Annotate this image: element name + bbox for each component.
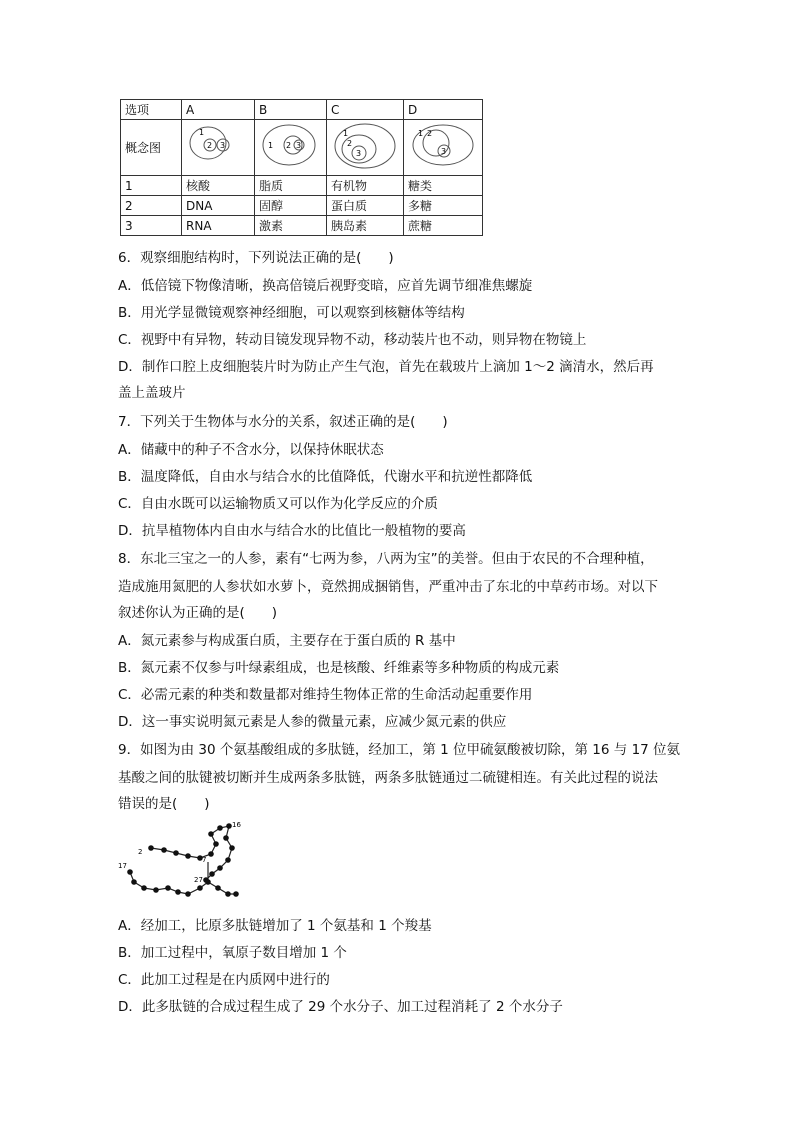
- diagram-number-2: 2: [427, 129, 433, 138]
- question-9-stem-line-3: 错误的是( ): [118, 796, 210, 812]
- amino-acid-dot: [205, 879, 211, 885]
- question-8-stem-line-1: 8．东北三宝之一的人参，素有“七两为参，八两为宝”的美誉。但由于农民的不合理种植，: [118, 551, 654, 567]
- question-9-stem-line-1: 9．如图为由 30 个氨基酸组成的多肽链，经加工，第 1 位甲硫氨酸被切除，第 16 与 17 位氨: [118, 742, 681, 758]
- residue-label-7: 7: [202, 856, 207, 864]
- question-7-stem: 7．下列关于生物体与水分的关系，叙述正确的是( ): [118, 414, 448, 430]
- table-cell: 3: [121, 216, 182, 236]
- table-cell: 脂质: [255, 176, 327, 196]
- amino-acid-dot: [175, 889, 181, 895]
- amino-acid-dot: [215, 885, 221, 891]
- amino-acid-dot: [185, 853, 191, 859]
- diagram-number-1: 1: [418, 129, 424, 138]
- table-row: [121, 196, 483, 216]
- amino-acid-dot: [165, 885, 171, 891]
- residue-label-17: 17: [118, 862, 127, 870]
- amino-acid-dot: [223, 835, 229, 841]
- table-cell: 多糖: [404, 196, 483, 216]
- amino-acid-dot: [233, 891, 239, 897]
- amino-acid-dot: [225, 857, 231, 863]
- question-6-stem: 6．观察细胞结构时，下列说法正确的是( ): [118, 250, 394, 266]
- question-9-option-a: A．经加工，比原多肽链增加了 1 个氨基和 1 个羧基: [118, 918, 432, 934]
- question-9-option-d: D．此多肽链的合成过程生成了 29 个水分子、加工过程消耗了 2 个水分子: [118, 999, 563, 1015]
- question-6-option-d-continued: 盖上盖玻片: [118, 385, 186, 401]
- table-header-cell: D: [404, 100, 483, 120]
- amino-acid-dot: [217, 825, 223, 831]
- table-header-cell: 选项: [121, 100, 182, 120]
- amino-acid-dot: [225, 891, 231, 897]
- table-header-cell: B: [255, 100, 327, 120]
- table-header-cell: A: [182, 100, 255, 120]
- table-row: [121, 176, 483, 196]
- question-8-option-c: C．必需元素的种类和数量都对维持生物体正常的生命活动起重要作用: [118, 687, 533, 703]
- amino-acid-dot: [148, 845, 154, 851]
- question-7-option-a: A．储藏中的种子不含水分，以保持休眠状态: [118, 442, 384, 458]
- diagram-number-2: 2: [347, 139, 353, 148]
- diagram-row-label: 概念图: [121, 120, 182, 176]
- diagram-number-1: 1: [199, 128, 205, 137]
- question-7-option-b: B．温度降低，自由水与结合水的比值降低，代谢水平和抗逆性都降低: [118, 469, 533, 485]
- residue-label-27: 27: [194, 876, 203, 884]
- amino-acid-dot: [229, 845, 235, 851]
- amino-acid-dot: [141, 885, 147, 891]
- question-8-option-a: A．氮元素参与构成蛋白质，主要存在于蛋白质的 R 基中: [118, 633, 456, 649]
- table-diagram-row: [121, 120, 483, 176]
- concept-diagram-b: [255, 120, 327, 176]
- diagram-number-2: 2: [207, 141, 213, 150]
- amino-acid-dot: [226, 823, 232, 829]
- diagram-number-3: 3: [220, 141, 226, 150]
- diagram-number-3: 3: [441, 147, 447, 156]
- question-6-option-c: C．视野中有异物，转动目镜发现异物不动，移动装片也不动，则异物在物镜上: [118, 332, 587, 348]
- table-cell: DNA: [182, 196, 255, 216]
- amino-acid-dot: [173, 850, 179, 856]
- question-6-option-d: D．制作口腔上皮细胞装片时为防止产生气泡，首先在载玻片上滴加 1～2 滴清水，然后再: [118, 359, 654, 375]
- peptide-bond-line: [130, 872, 236, 894]
- question-6-option-b: B．用光学显微镜观察神经细胞，可以观察到核糖体等结构: [118, 305, 465, 321]
- table-cell: 1: [121, 176, 182, 196]
- question-8-stem-line-3: 叙述你认为正确的是( ): [118, 605, 278, 621]
- question-9-stem-line-2: 基酸之间的肽键被切断并生成两条多肽链，两条多肽链通过二硫键相连。有关此过程的说法: [118, 770, 658, 786]
- question-8-option-d: D．这一事实说明氮元素是人参的微量元素，应减少氮元素的供应: [118, 714, 507, 730]
- diagram-number-1: 1: [343, 129, 349, 138]
- residue-label-2: 2: [138, 848, 143, 856]
- question-8-option-b: B．氮元素不仅参与叶绿素组成，也是核酸、纤维素等多种物质的构成元素: [118, 660, 560, 676]
- table-row: [121, 216, 483, 236]
- diagram-number-3: 3: [296, 141, 302, 150]
- concept-table: [120, 99, 483, 236]
- amino-acid-dot: [217, 865, 223, 871]
- table-cell: 蛋白质: [327, 196, 404, 216]
- amino-acid-dot: [153, 887, 159, 893]
- diagram-number-2: 2: [286, 141, 292, 150]
- amino-acid-dot: [197, 885, 203, 891]
- table-header-row: [121, 100, 483, 120]
- table-cell: 激素: [255, 216, 327, 236]
- amino-acid-dot: [213, 841, 219, 847]
- table-cell: RNA: [182, 216, 255, 236]
- concept-diagram-d: [404, 120, 483, 176]
- table-cell: 核酸: [182, 176, 255, 196]
- amino-acid-dot: [185, 891, 191, 897]
- peptide-chain-figure: [116, 818, 256, 908]
- amino-acid-dot: [208, 831, 214, 837]
- table-cell: 固醇: [255, 196, 327, 216]
- table-cell: 2: [121, 196, 182, 216]
- diagram-number-3: 3: [356, 149, 362, 158]
- table-cell: 有机物: [327, 176, 404, 196]
- amino-acid-dot: [208, 851, 214, 857]
- question-6-option-a: A．低倍镜下物像清晰，换高倍镜后视野变暗，应首先调节细准焦螺旋: [118, 278, 533, 294]
- peptide-bond-line: [151, 826, 232, 880]
- amino-acid-dot: [161, 847, 167, 853]
- question-9-option-b: B．加工过程中，氧原子数目增加 1 个: [118, 945, 347, 961]
- residue-label-16: 16: [232, 821, 241, 829]
- question-8-stem-line-2: 造成施用氮肥的人参状如水萝卜，竟然拥成捆销售，严重冲击了东北的中草药市场。对以下: [118, 579, 658, 595]
- question-9-option-c: C．此加工过程是在内质网中进行的: [118, 972, 330, 988]
- amino-acid-dot: [127, 869, 133, 875]
- table-cell: 糖类: [404, 176, 483, 196]
- question-7-option-c: C．自由水既可以运输物质又可以作为化学反应的介质: [118, 496, 438, 512]
- concept-diagram-a: [182, 120, 255, 176]
- diagram-number-1: 1: [268, 141, 274, 150]
- concept-diagram-c: [327, 120, 404, 176]
- amino-acid-dot: [209, 871, 215, 877]
- question-7-option-d: D．抗旱植物体内自由水与结合水的比值比一般植物的要高: [118, 523, 466, 539]
- amino-acid-dot: [131, 879, 137, 885]
- table-cell: 蔗糖: [404, 216, 483, 236]
- table-header-cell: C: [327, 100, 404, 120]
- table-cell: 胰岛素: [327, 216, 404, 236]
